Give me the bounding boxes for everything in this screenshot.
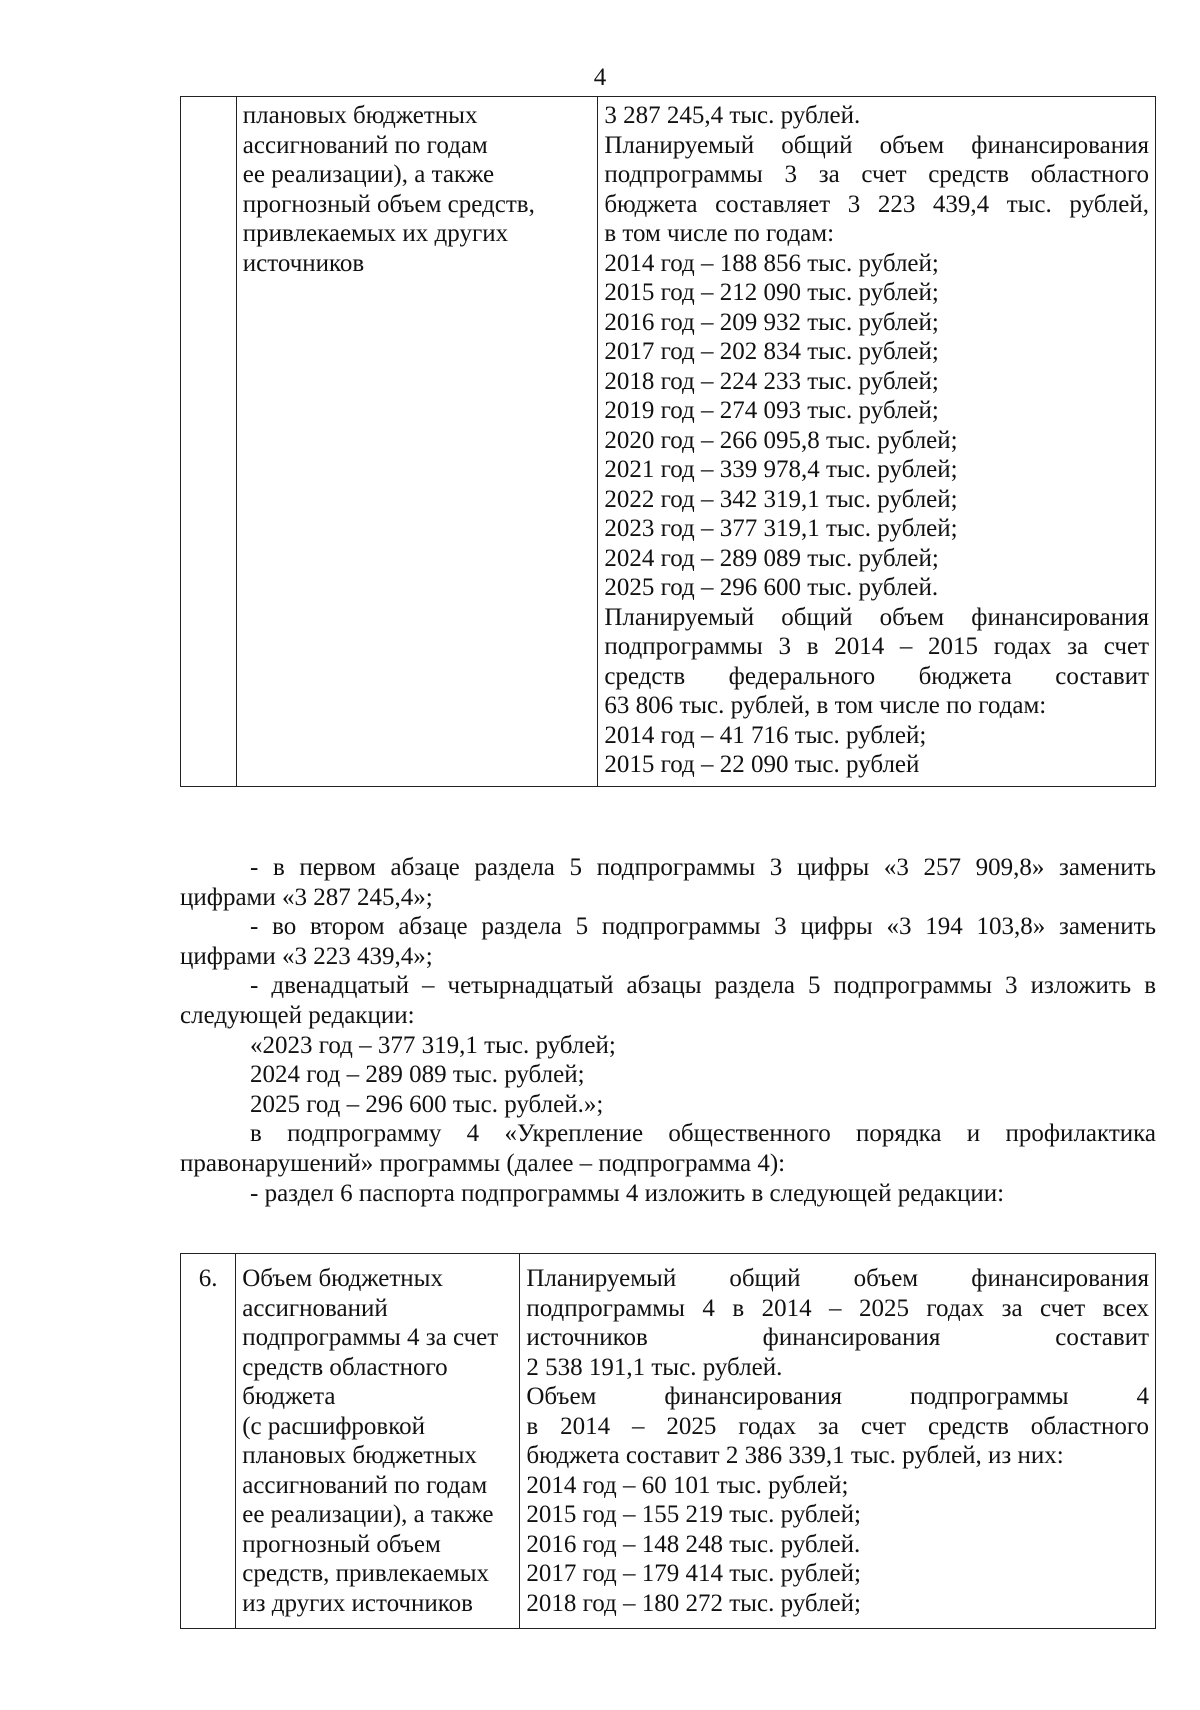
year-line: 2018 год – 224 233 тыс. рублей;	[604, 367, 939, 395]
content-line: 63 806 тыс. рублей, в том числе по годам:	[604, 692, 1047, 719]
label-line: Объем бюджетных	[242, 1265, 443, 1292]
label-line: ассигнований по годам	[242, 1471, 488, 1499]
year-line: 2017 год – 179 414 тыс. рублей;	[526, 1560, 861, 1587]
paragraph: в подпрограмму 4 «Укрепление общественного порядка и профилактика правонарушений» программы (далее – подпрограмма 4):	[180, 1120, 1156, 1177]
year-line: 2016 год – 209 932 тыс. рублей;	[604, 308, 939, 336]
label-line: ее реализации), а также	[242, 1501, 494, 1528]
table-cell-number	[181, 97, 237, 787]
content-line: Объем финансирования подпрограммы 4	[526, 1383, 1149, 1410]
label-line: ассигнований	[242, 1294, 388, 1322]
label-line: средств, привлекаемых	[242, 1560, 490, 1587]
table-row	[181, 1254, 1156, 1629]
table-cell-label	[236, 1254, 520, 1629]
year-line: 2015 год – 155 219 тыс. рублей;	[526, 1501, 861, 1528]
year-line: 2022 год – 342 319,1 тыс. рублей;	[604, 485, 958, 513]
label-line: плановых бюджетных	[242, 1442, 477, 1469]
table-cell-content	[598, 97, 1156, 787]
year-line: 2024 год – 289 089 тыс. рублей;	[604, 544, 939, 572]
content-line: 3 287 245,4 тыс. рублей.	[604, 102, 861, 129]
year-line: 2021 год – 339 978,4 тыс. рублей;	[604, 456, 958, 483]
label-line: прогнозный объем средств,	[242, 190, 535, 218]
quoted-line: 2025 год – 296 600 тыс. рублей.»;	[250, 1090, 604, 1118]
page-number: 4	[593, 64, 607, 91]
passport-table-continued	[180, 96, 1156, 787]
table-cell-content	[520, 1254, 1156, 1629]
content-line: 2 538 191,1 тыс. рублей.	[526, 1353, 783, 1381]
table-cell-label	[236, 97, 598, 787]
label-line: (с расшифровкой	[242, 1412, 425, 1440]
label-line: подпрограммы 4 за счет	[242, 1324, 499, 1351]
label-line: плановых бюджетных	[242, 102, 478, 129]
year-line: 2025 год – 296 600 тыс. рублей.	[604, 574, 939, 601]
quoted-line: 2024 год – 289 089 тыс. рублей;	[250, 1061, 585, 1089]
year-line: 2019 год – 274 093 тыс. рублей;	[604, 397, 939, 424]
year-line: 2015 год – 22 090 тыс. рублей	[604, 751, 920, 778]
year-line: 2017 год – 202 834 тыс. рублей;	[604, 338, 939, 365]
table-cell-number: 6.	[181, 1254, 236, 1629]
year-line: 2020 год – 266 095,8 тыс. рублей;	[604, 426, 958, 454]
label-line: ассигнований по годам	[242, 131, 488, 159]
year-line: 2014 год – 188 856 тыс. рублей;	[604, 249, 939, 277]
year-line: 2016 год – 148 248 тыс. рублей.	[526, 1530, 861, 1558]
year-line: 2014 год – 41 716 тыс. рублей;	[604, 721, 927, 749]
label-line: привлекаемых их других	[242, 220, 509, 247]
label-line: из других источников	[242, 1589, 473, 1617]
quoted-line: «2023 год – 377 319,1 тыс. рублей;	[250, 1031, 616, 1059]
passport-table-section-6	[180, 1253, 1156, 1629]
paragraph: - во втором абзаце раздела 5 подпрограммы 3 цифры «3 194 103,8» заменить цифрами «3 223 439,4»;	[180, 913, 1156, 970]
year-line: 2018 год – 180 272 тыс. рублей;	[526, 1589, 861, 1617]
year-line: 2014 год – 60 101 тыс. рублей;	[526, 1471, 849, 1499]
year-line: 2015 год – 212 090 тыс. рублей;	[604, 279, 939, 306]
content-line: Планируемый общий объем финансирования	[526, 1265, 1149, 1292]
amendment-text	[180, 853, 1156, 1208]
paragraph: - в первом абзаце раздела 5 подпрограммы 3 цифры «3 257 909,8» заменить цифрами «3 287 245,4»;	[180, 854, 1156, 911]
label-line: средств областного	[242, 1353, 448, 1381]
content-line: источников финансирования составит	[526, 1324, 1149, 1351]
paragraph: - двенадцатый – четырнадцатый абзацы раздела 5 подпрограммы 3 изложить в следующей редакции:	[180, 972, 1156, 1029]
paragraph: - раздел 6 паспорта подпрограммы 4 изложить в следующей редакции:	[250, 1179, 1005, 1207]
content-line: в 2014 – 2025 годах за счет средств областного	[526, 1412, 1149, 1440]
content-line: подпрограммы 3 за счет средств областного	[604, 161, 1149, 188]
content-line: подпрограммы 3 в 2014 – 2015 годах за счет	[604, 633, 1149, 660]
content-line: подпрограммы 4 в 2014 – 2025 годах за счет всех	[526, 1294, 1149, 1322]
label-line: ее реализации), а также	[242, 161, 495, 188]
content-line: бюджета составляет 3 223 439,4 тыс. рублей,	[604, 190, 1149, 218]
year-line: 2023 год – 377 319,1 тыс. рублей;	[604, 515, 958, 542]
content-line: Планируемый общий объем финансирования	[604, 603, 1149, 631]
content-line: бюджета составит 2 386 339,1 тыс. рублей, из них:	[526, 1442, 1064, 1469]
content-line: средств федерального бюджета составит	[604, 662, 1149, 690]
content-line: в том числе по годам:	[604, 220, 835, 247]
table-row	[181, 97, 1156, 787]
label-line: прогнозный объем	[242, 1530, 441, 1558]
label-line: бюджета	[242, 1383, 336, 1410]
content-line: Планируемый общий объем финансирования	[604, 131, 1149, 159]
label-line: источников	[242, 249, 365, 277]
